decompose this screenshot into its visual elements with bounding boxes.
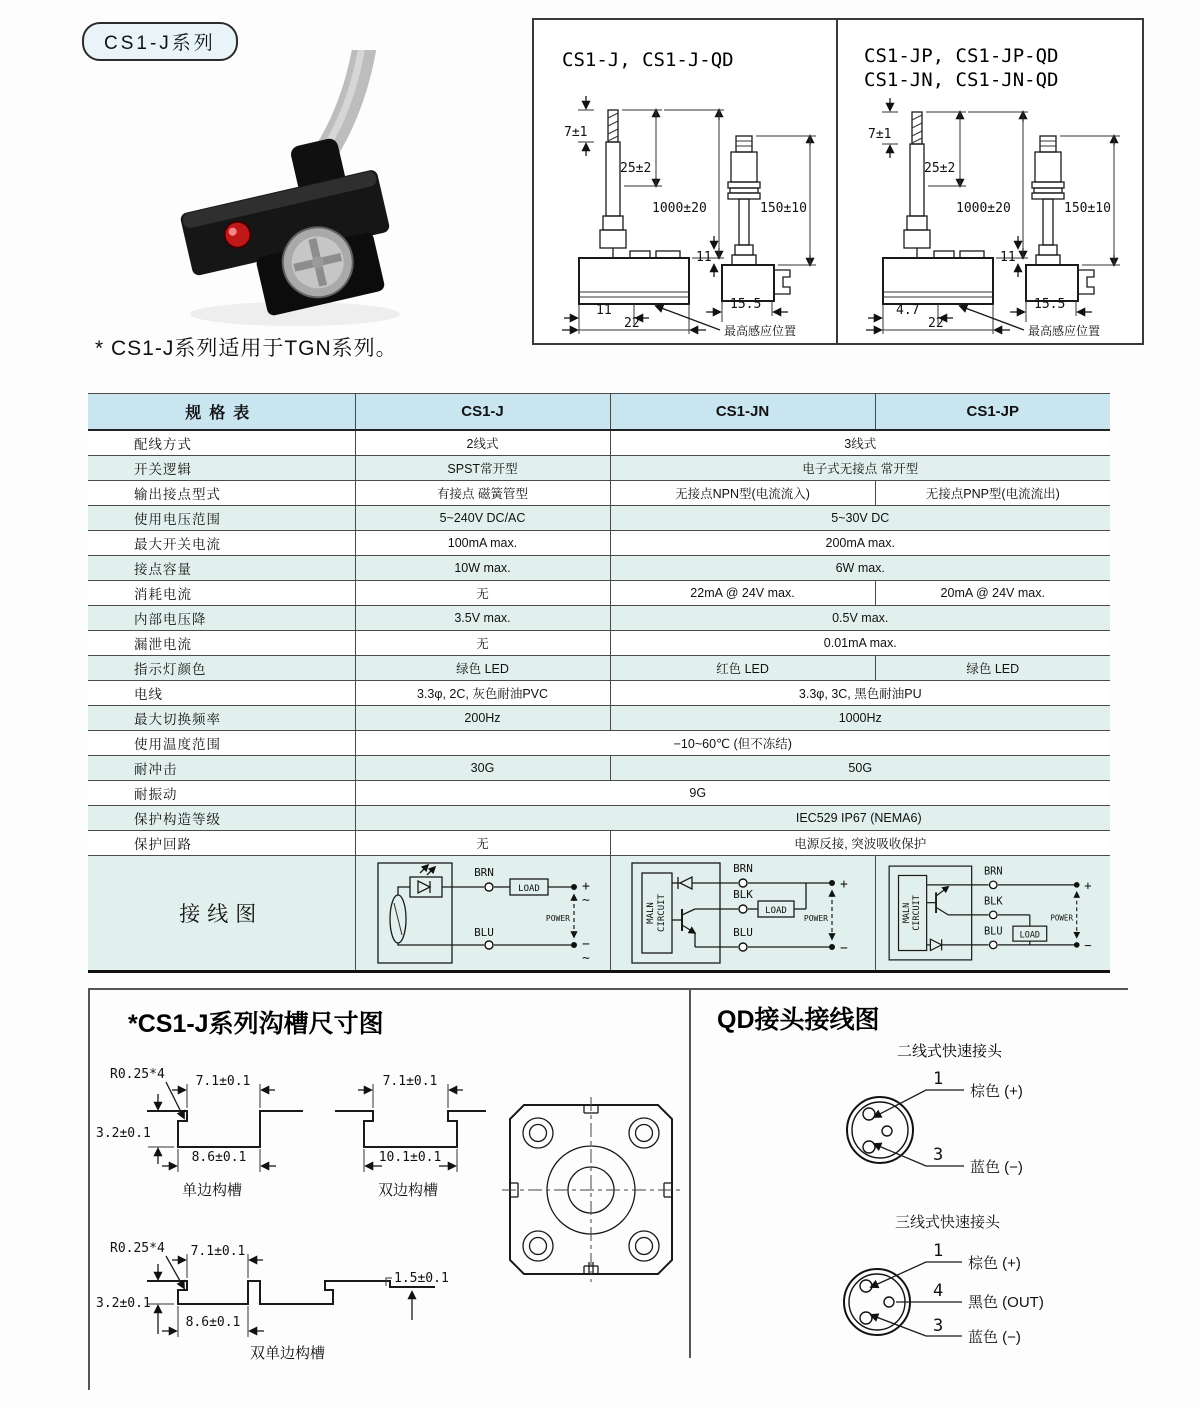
- power-label: POWER: [1049, 913, 1073, 923]
- pin-4-label: 黑色 (OUT): [968, 1294, 1044, 1311]
- cell: 无: [355, 631, 610, 656]
- cell: 100mA max.: [355, 531, 610, 556]
- brn-label: BRN: [983, 865, 1003, 878]
- cell: 22mA @ 24V max.: [610, 581, 875, 606]
- pin-1-label: 棕色 (+): [970, 1083, 1023, 1100]
- blk-label: BLK: [983, 895, 1003, 908]
- row-label: 内部电压降: [88, 606, 355, 631]
- load-label: LOAD: [764, 906, 787, 916]
- plus-label: +: [581, 879, 590, 894]
- dim-150: 150±10: [760, 201, 807, 216]
- row-label: 配线方式: [88, 430, 355, 456]
- row-label: 保护构造等级: [88, 806, 355, 831]
- dim-7-1: 7.1±0.1: [382, 1074, 438, 1089]
- dim-title-line2: CS1-JN, CS1-JN-QD: [864, 69, 1059, 91]
- dim-22: 22: [624, 316, 640, 331]
- dim-8-6: 8.6±0.1: [191, 1150, 247, 1165]
- qd-2wire-title: 二线式快速接头: [897, 1043, 1003, 1060]
- plus-label: +: [1083, 878, 1092, 893]
- dim-8-6: 8.6±0.1: [185, 1315, 241, 1330]
- cell: 10W max.: [355, 556, 610, 581]
- plus-label: +: [839, 877, 848, 892]
- bottom-drawings: [90, 990, 1128, 1390]
- row-label: 使用电压范围: [88, 506, 355, 531]
- groove-panel-title: *CS1-J系列沟槽尺寸图: [128, 1010, 384, 1038]
- dim-7: 7±1: [564, 125, 588, 140]
- cell: 50G: [610, 756, 1110, 781]
- spec-header-row: [88, 394, 1110, 431]
- dim-11-bottom: 11: [596, 303, 612, 318]
- table-row: [88, 481, 1110, 506]
- groove-profile-double: [335, 1111, 486, 1147]
- bottom-panels: [88, 988, 1128, 1390]
- power-label: POWER: [545, 914, 570, 923]
- table-row: [88, 806, 1110, 831]
- cell: 30G: [355, 756, 610, 781]
- cell: 0.5V max.: [610, 606, 1110, 631]
- tilde-label: ~: [581, 951, 590, 966]
- cell: 6W max.: [610, 556, 1110, 581]
- row-label: 使用温度范围: [88, 731, 355, 756]
- row-label: 指示灯颜色: [88, 656, 355, 681]
- cell: SPST常开型: [355, 456, 610, 481]
- blu-label: BLU: [473, 926, 494, 939]
- power-label: POWER: [803, 914, 828, 923]
- cell: 200Hz: [355, 706, 610, 731]
- dim-title: CS1-J, CS1-J-QD: [562, 49, 734, 71]
- main-circuit-label: CIRCUIT: [910, 895, 921, 931]
- spec-header-cs1j: CS1-J: [355, 394, 610, 431]
- row-label: 耐振动: [88, 781, 355, 806]
- cell: 0.01mA max.: [610, 631, 1110, 656]
- tilde-label: ~: [581, 893, 590, 908]
- row-label: 接点容量: [88, 556, 355, 581]
- blu-label: BLU: [732, 926, 753, 939]
- series-badge: CS1-J系列: [82, 22, 238, 61]
- cell: 无: [355, 581, 610, 606]
- table-row: [88, 656, 1110, 681]
- cell: 电源反接, 突波吸收保护: [610, 831, 1110, 856]
- cell: 200mA max.: [610, 531, 1110, 556]
- dim-title-line1: CS1-JP, CS1-JP-QD: [864, 45, 1059, 67]
- dimension-box-cs1jp-jn: [836, 18, 1144, 345]
- cell: 绿色 LED: [355, 656, 610, 681]
- pin-3-label: 蓝色 (−): [968, 1329, 1021, 1346]
- row-label: 漏泄电流: [88, 631, 355, 656]
- product-photo: [160, 50, 425, 335]
- spec-header-label: 规格表: [88, 394, 355, 431]
- groove-caption-double-single: 双单边构槽: [250, 1345, 326, 1362]
- dim-11-side: 11: [696, 250, 712, 265]
- cell: −10~60℃ (但不冻结): [355, 731, 1110, 756]
- cell: 无: [355, 831, 610, 856]
- flange-drawing: [502, 1097, 680, 1282]
- dim-3-2: 3.2±0.1: [96, 1126, 151, 1141]
- dim-r025: R0.25*4: [110, 1067, 165, 1082]
- table-row: [88, 631, 1110, 656]
- wiring-diagram-cs1j: [355, 856, 610, 972]
- dim-10-1: 10.1±0.1: [378, 1150, 442, 1165]
- cell: 3线式: [610, 430, 1110, 456]
- wiring-diagram-cs1jn: [610, 856, 875, 972]
- row-label: 输出接点型式: [88, 481, 355, 506]
- dimension-box-cs1j: [532, 18, 838, 345]
- callout-max-sensing: 最高感应位置: [724, 324, 797, 338]
- dim-1000: 1000±20: [652, 201, 707, 216]
- wiring-row-label: 接线图: [88, 856, 355, 972]
- pin-1-label: 棕色 (+): [968, 1255, 1021, 1272]
- wiring-row: [88, 856, 1110, 972]
- row-label: 保护回路: [88, 831, 355, 856]
- groove-profile-single: [147, 1111, 303, 1147]
- minus-label: −: [1083, 938, 1092, 953]
- series-note: * CS1-J系列适用于TGN系列。: [95, 337, 398, 360]
- spec-header-cs1jn: CS1-JN: [610, 394, 875, 431]
- pin-3: 3: [933, 1145, 944, 1165]
- cell: 无接点PNP型(电流流出): [875, 481, 1110, 506]
- cell: 20mA @ 24V max.: [875, 581, 1110, 606]
- groove-profile-double-single: [147, 1281, 435, 1304]
- callout-max-sensing: 最高感应位置: [1028, 324, 1101, 338]
- cell: 9G: [355, 781, 1110, 806]
- dim-7-1: 7.1±0.1: [190, 1244, 246, 1259]
- row-label: 耐冲击: [88, 756, 355, 781]
- dim-7: 7±1: [868, 127, 892, 142]
- cell: 电子式无接点 常开型: [610, 456, 1110, 481]
- cell: 红色 LED: [610, 656, 875, 681]
- cell: 无接点NPN型(电流流入): [610, 481, 875, 506]
- row-label: 电线: [88, 681, 355, 706]
- qd-2wire-connector: [847, 1069, 1023, 1176]
- brn-label: BRN: [732, 862, 753, 875]
- cell: 有接点 磁簧管型: [355, 481, 610, 506]
- pin-3-label: 蓝色 (−): [970, 1159, 1023, 1176]
- pin-4: 4: [933, 1281, 944, 1301]
- cell: 3.3φ, 3C, 黑色耐油PU: [610, 681, 1110, 706]
- minus-label: −: [839, 941, 848, 956]
- dim-1-5: 1.5±0.1: [394, 1271, 449, 1286]
- spec-table: [88, 393, 1110, 973]
- cell: 3.5V max.: [355, 606, 610, 631]
- dim-15-5: 15.5: [730, 297, 762, 312]
- dim-3-2: 3.2±0.1: [96, 1296, 151, 1311]
- groove-caption-single: 单边构槽: [182, 1182, 243, 1199]
- table-row: [88, 556, 1110, 581]
- table-row: [88, 706, 1110, 731]
- pin-3: 3: [933, 1316, 944, 1336]
- table-row: [88, 731, 1110, 756]
- dim-11-side: 11: [1000, 250, 1016, 265]
- row-label: 最大切换频率: [88, 706, 355, 731]
- qd-3wire-title: 三线式快速接头: [895, 1214, 1001, 1231]
- brn-label: BRN: [473, 866, 494, 879]
- main-circuit-label: CIRCUIT: [656, 894, 667, 932]
- cell: 1000Hz: [610, 706, 1110, 731]
- table-row: [88, 756, 1110, 781]
- cell: 5~240V DC/AC: [355, 506, 610, 531]
- blu-label: BLU: [983, 925, 1003, 938]
- minus-label: −: [581, 937, 590, 952]
- dimension-drawing-cs1jp-jn: [838, 20, 1142, 343]
- dim-150: 150±10: [1064, 201, 1111, 216]
- table-row: [88, 430, 1110, 456]
- main-circuit-label: MALN: [900, 902, 911, 924]
- pin-1: 1: [933, 1241, 944, 1261]
- blk-label: BLK: [732, 888, 753, 901]
- sensor-body: [170, 130, 403, 331]
- row-label: 最大开关电流: [88, 531, 355, 556]
- cell: 3.3φ, 2C, 灰色耐油PVC: [355, 681, 610, 706]
- table-row: [88, 781, 1110, 806]
- groove-caption-double: 双边构槽: [378, 1182, 439, 1199]
- load-label: LOAD: [1019, 929, 1040, 940]
- dim-r025: R0.25*4: [110, 1241, 165, 1256]
- cell: IEC529 IP67 (NEMA6): [355, 806, 1110, 831]
- row-label: 消耗电流: [88, 581, 355, 606]
- wiring-diagram-cs1jp: [875, 856, 1110, 972]
- dim-1000: 1000±20: [956, 201, 1011, 216]
- dim-25: 25±2: [924, 161, 956, 176]
- dim-22: 22: [928, 316, 944, 331]
- dim-7-1: 7.1±0.1: [195, 1074, 251, 1089]
- dim-4-7: 4.7: [896, 303, 920, 318]
- qd-panel-title: QD接头接线图: [717, 1006, 880, 1034]
- table-row: [88, 606, 1110, 631]
- qd-3wire-connector: [844, 1241, 1044, 1346]
- table-row: [88, 831, 1110, 856]
- dim-15-5: 15.5: [1034, 297, 1066, 312]
- table-row: [88, 581, 1110, 606]
- product-photo-drawing: [160, 50, 425, 335]
- pin-1: 1: [933, 1069, 944, 1089]
- table-row: [88, 456, 1110, 481]
- cell: 5~30V DC: [610, 506, 1110, 531]
- table-row: [88, 506, 1110, 531]
- table-row: [88, 531, 1110, 556]
- dim-25: 25±2: [620, 161, 652, 176]
- load-label: LOAD: [517, 884, 540, 894]
- cell: 绿色 LED: [875, 656, 1110, 681]
- cell: 2线式: [355, 430, 610, 456]
- table-row: [88, 681, 1110, 706]
- spec-header-cs1jp: CS1-JP: [875, 394, 1110, 431]
- row-label: 开关逻辑: [88, 456, 355, 481]
- main-circuit-label: MALN: [645, 902, 656, 924]
- dimension-drawing-cs1j: [534, 20, 836, 343]
